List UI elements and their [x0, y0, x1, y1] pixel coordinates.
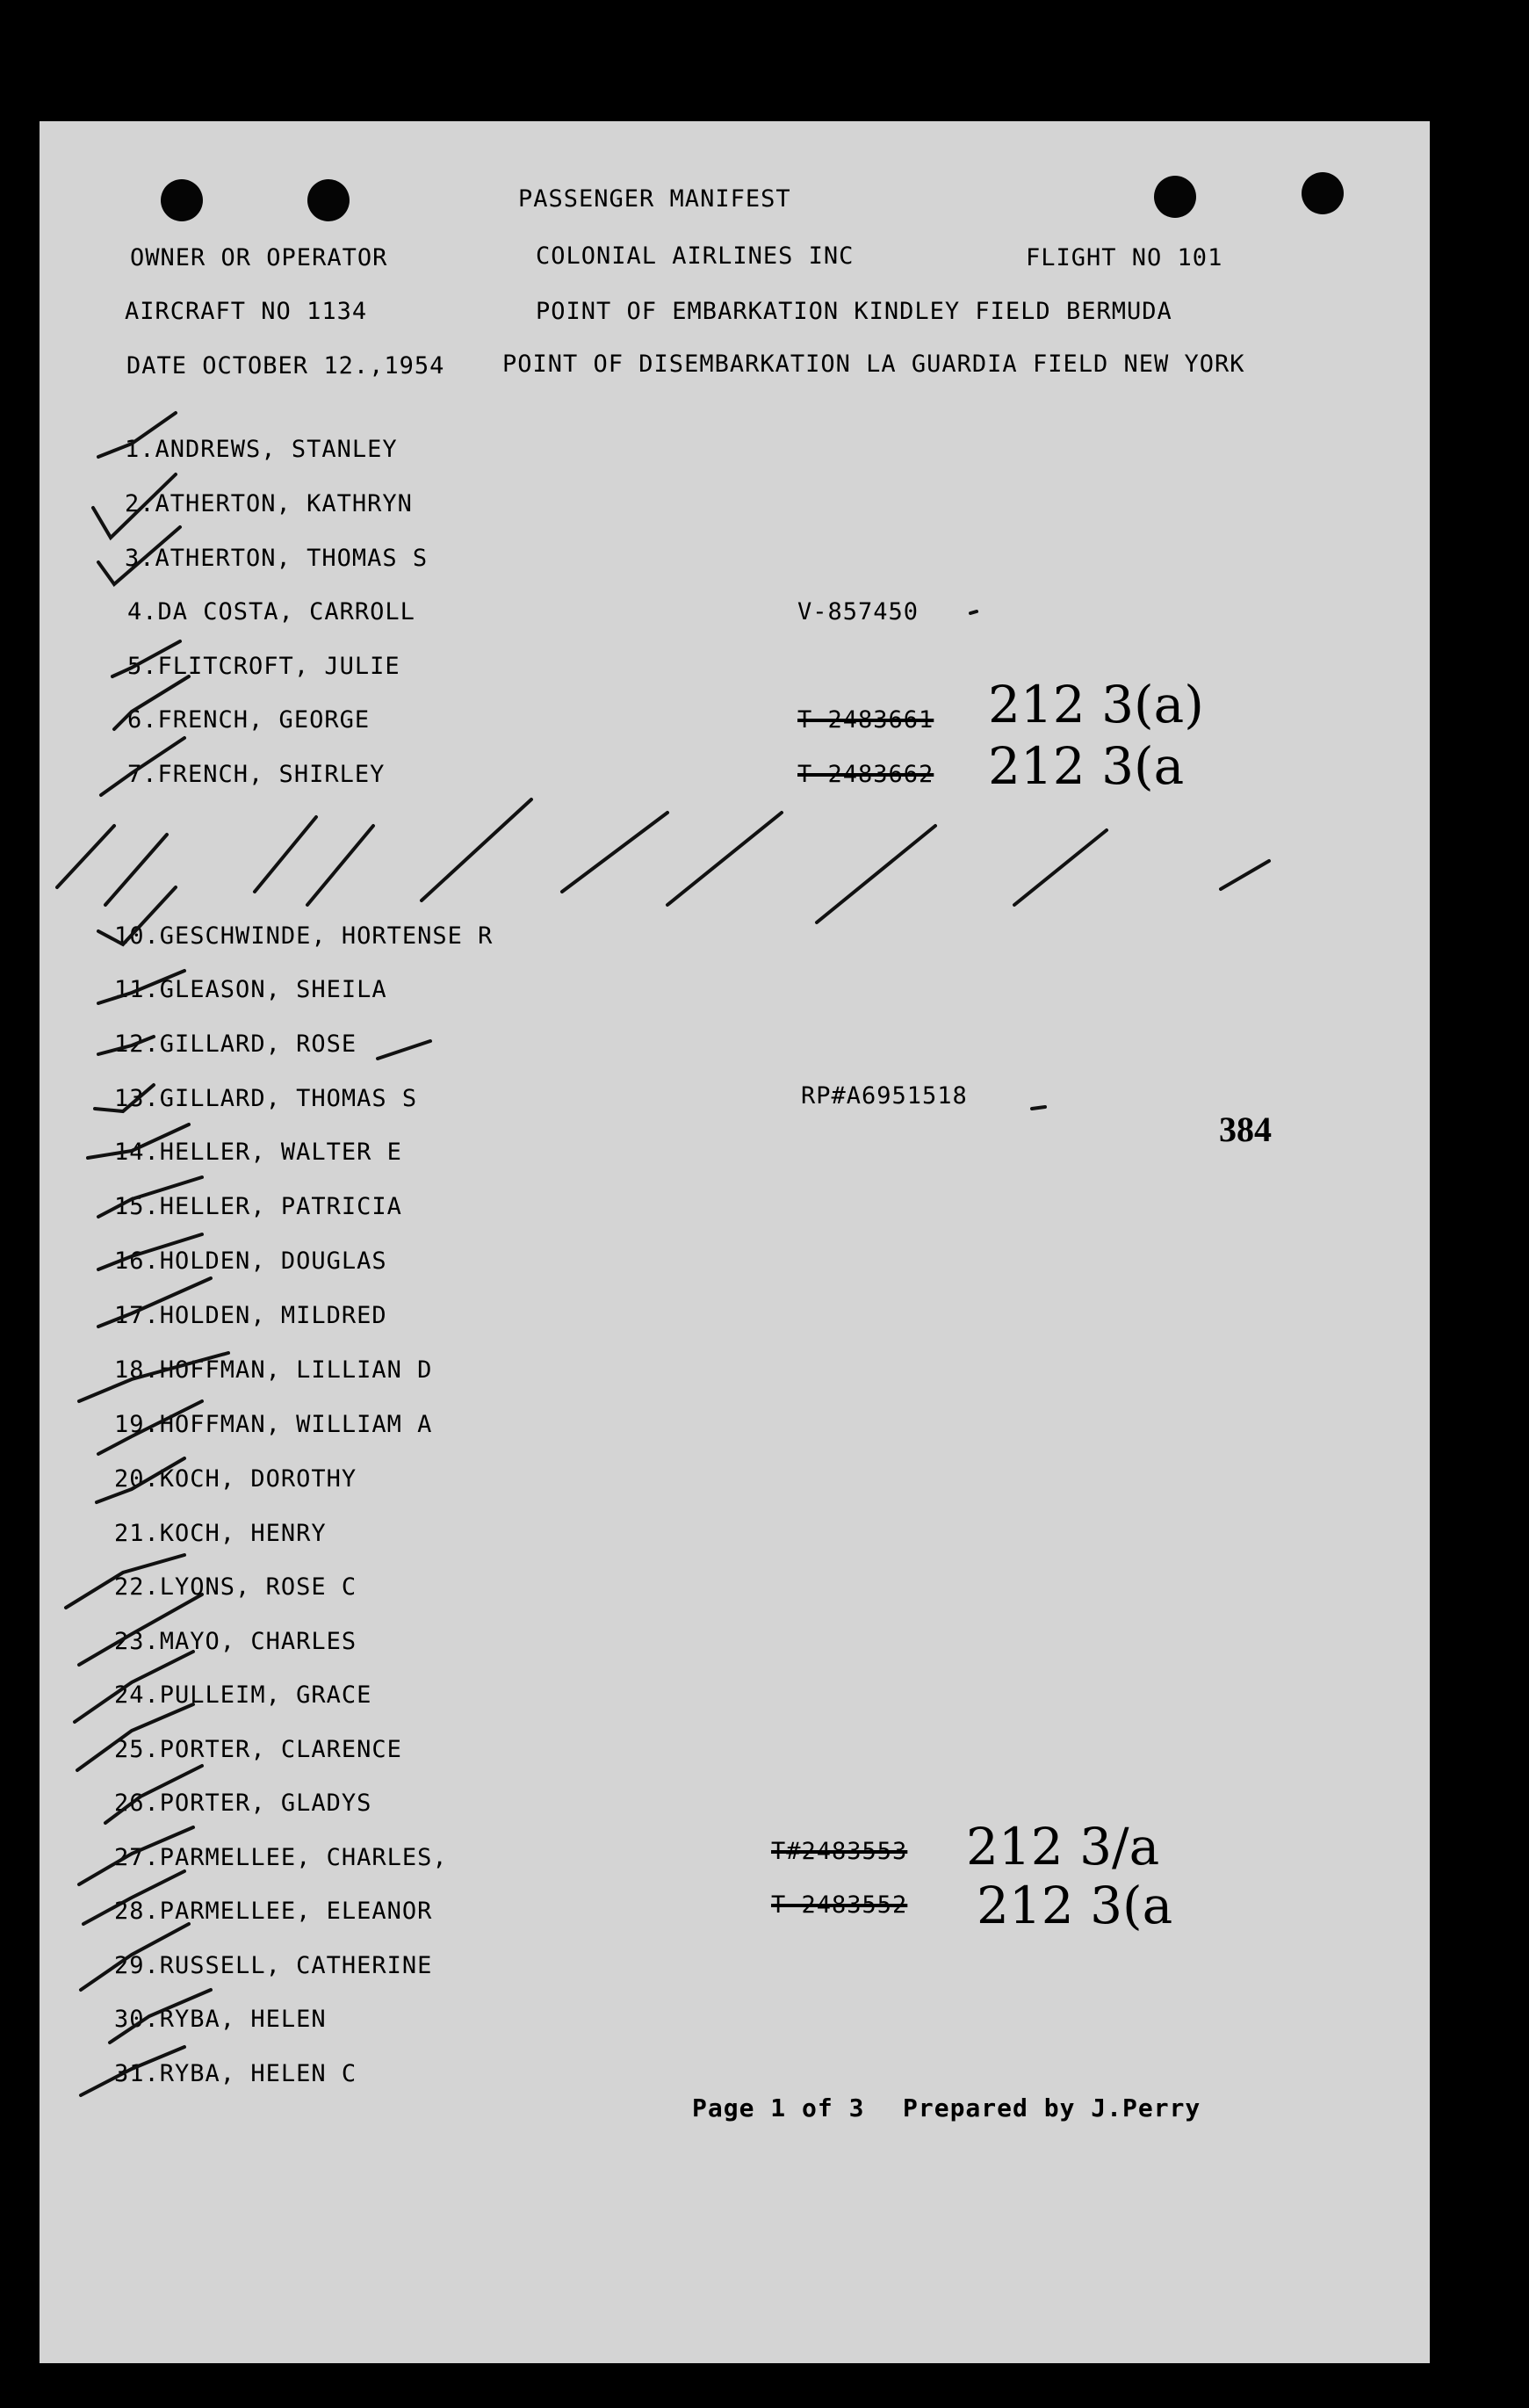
- passenger-row: 5.FLITCROFT, JULIE: [127, 653, 400, 680]
- passenger-row: 25.PORTER, CLARENCE: [114, 1736, 402, 1763]
- passenger-row: 22.LYONS, ROSE C: [114, 1573, 357, 1601]
- visa-number: V-857450: [797, 598, 920, 626]
- ticket-number-struck: T#2483553: [771, 1838, 908, 1865]
- handwritten-code: 212 3(a: [977, 1876, 1173, 1935]
- ticket-number-struck: T-2483661: [797, 706, 934, 734]
- punch-hole-right-2: [1302, 172, 1344, 214]
- page-count: Page 1 of 3: [692, 2093, 865, 2122]
- passenger-row: 3.ATHERTON, THOMAS S: [125, 545, 429, 572]
- punch-hole-right-1: [1154, 176, 1196, 218]
- passenger-row: 26.PORTER, GLADYS: [114, 1790, 372, 1817]
- passenger-row: 21.KOCH, HENRY: [114, 1520, 327, 1547]
- passenger-row: 7.FRENCH, SHIRLEY: [127, 761, 386, 788]
- passenger-row: 6.FRENCH, GEORGE: [127, 706, 371, 734]
- passenger-row: 13.GILLARD, THOMAS S: [114, 1085, 418, 1112]
- passenger-row: 16.HOLDEN, DOUGLAS: [114, 1247, 387, 1275]
- passenger-row: 14.HELLER, WALTER E: [114, 1139, 402, 1166]
- passenger-row: 2.ATHERTON, KATHRYN: [125, 490, 413, 517]
- punch-hole-left-2: [307, 179, 350, 221]
- passenger-row: 27.PARMELLEE, CHARLES,: [114, 1844, 448, 1871]
- owner-label: OWNER OR OPERATOR: [130, 244, 388, 271]
- passenger-row: 23.MAYO, CHARLES: [114, 1628, 357, 1655]
- passenger-row: 4.DA COSTA, CARROLL: [127, 598, 415, 626]
- manifest-title: PASSENGER MANIFEST: [518, 185, 791, 213]
- aircraft-number: AIRCRAFT NO 1134: [125, 298, 368, 325]
- prepared-by: Prepared by J.Perry: [903, 2093, 1201, 2122]
- ticket-number-struck: T-2483552: [771, 1891, 908, 1919]
- handwritten-code: 212 3/a: [966, 1817, 1160, 1877]
- passenger-row: 24.PULLEIM, GRACE: [114, 1681, 372, 1709]
- flight-number: FLIGHT NO 101: [1026, 244, 1223, 271]
- passenger-row: 17.HOLDEN, MILDRED: [114, 1302, 387, 1329]
- passenger-row: 19.HOFFMAN, WILLIAM A: [114, 1411, 433, 1438]
- passenger-row: 31.RYBA, HELEN C: [114, 2060, 357, 2087]
- passenger-row: 29.RUSSELL, CATHERINE: [114, 1952, 433, 1979]
- passenger-row: 18.HOFFMAN, LILLIAN D: [114, 1356, 433, 1384]
- handwritten-code: 212 3(a: [988, 736, 1185, 796]
- passenger-row: 11.GLEASON, SHEILA: [114, 976, 387, 1003]
- passenger-row: 1.ANDREWS, STANLEY: [125, 436, 398, 463]
- handwritten-code: 212 3(a): [988, 675, 1204, 734]
- passenger-row: 30.RYBA, HELEN: [114, 2006, 327, 2033]
- ticket-number-struck: T-2483662: [797, 761, 934, 788]
- passenger-row: 10.GESCHWINDE, HORTENSE R: [114, 922, 494, 950]
- punch-hole-left-1: [161, 179, 203, 221]
- owner-value: COLONIAL AIRLINES INC: [536, 242, 855, 270]
- passenger-row: 20.KOCH, DOROTHY: [114, 1465, 357, 1493]
- reentry-permit-number: RP#A6951518: [801, 1082, 968, 1110]
- embarkation-point: POINT OF EMBARKATION KINDLEY FIELD BERMUDA: [536, 298, 1172, 325]
- passenger-row: 12.GILLARD, ROSE: [114, 1030, 357, 1058]
- manifest-date: DATE OCTOBER 12.,1954: [126, 352, 445, 380]
- page-stamp-number: 384: [1219, 1110, 1272, 1149]
- disembarkation-point: POINT OF DISEMBARKATION LA GUARDIA FIELD NEW YORK: [502, 351, 1245, 378]
- passenger-row: 28.PARMELLEE, ELEANOR: [114, 1898, 433, 1925]
- passenger-row: 15.HELLER, PATRICIA: [114, 1193, 402, 1220]
